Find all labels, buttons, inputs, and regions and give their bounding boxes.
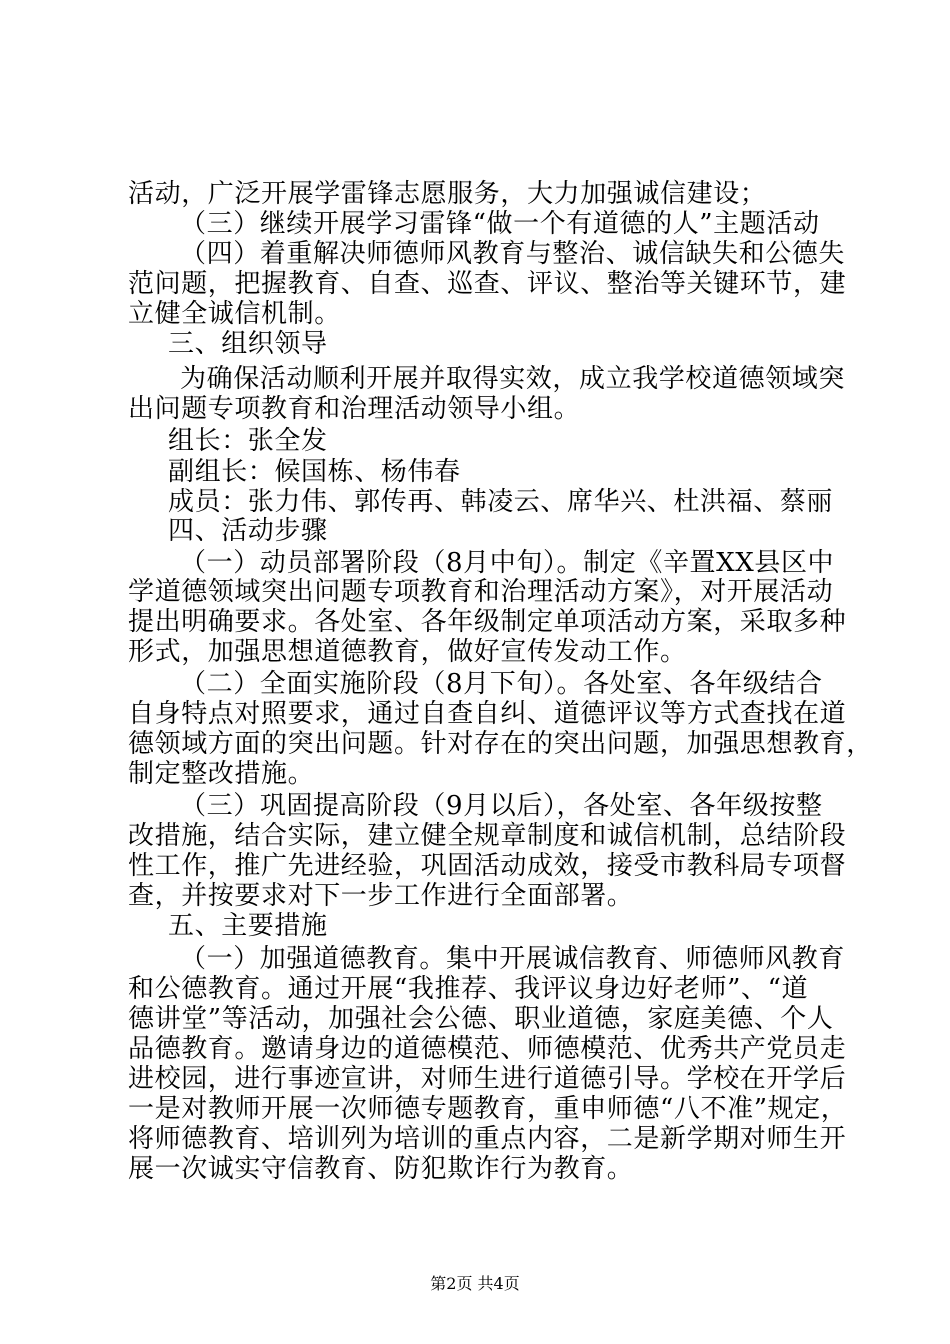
- text-line: （二）全面实施阶段（8月下旬）。各处室、各年级结合: [180, 669, 823, 699]
- section-heading: 四、活动步骤: [168, 516, 328, 546]
- text-line: （三）巩固提高阶段（9月以后），各处室、各年级按整: [180, 791, 823, 821]
- text-line: 性工作，推广先进经验，巩固活动成效，接受市教科局专项督: [128, 851, 847, 881]
- section-heading: 五、主要措施: [168, 911, 328, 941]
- text-line: 形式，加强思想道德教育，做好宣传发动工作。: [128, 637, 687, 667]
- text-line: 组长：张全发: [168, 426, 328, 456]
- text-line: 进校园，进行事迹宣讲，对师生进行道德引导。学校在开学后: [128, 1064, 847, 1094]
- text-line: 查，并按要求对下一步工作进行全面部署。: [128, 881, 634, 911]
- text-line: （一）加强道德教育。集中开展诚信教育、师德师风教育: [180, 944, 846, 974]
- text-line: 将师德教育、培训列为培训的重点内容，二是新学期对师生开: [128, 1124, 847, 1154]
- text-line: 学道德领域突出问题专项教育和治理活动方案》，对开展活动: [128, 577, 834, 607]
- text-line: 活动，广泛开展学雷锋志愿服务，大力加强诚信建设；: [128, 179, 767, 209]
- text-line: 一是对教师开展一次师德专题教育，重申师德“八不准”规定，: [128, 1094, 848, 1124]
- text-line: 范问题，把握教育、自查、巡查、评议、整治等关键环节，建: [128, 269, 847, 299]
- text-line: 展一次诚实守信教育、防犯欺诈行为教育。: [128, 1154, 634, 1184]
- section-heading: 三、组织领导: [168, 329, 328, 359]
- text-line: 立健全诚信机制。: [128, 299, 341, 329]
- text-line: （一）动员部署阶段（8月中旬）。制定《辛置XX县区中: [180, 548, 835, 578]
- page-number-footer: 第2页 共4页: [430, 1274, 520, 1293]
- text-line: 副组长：候国栋、杨伟春: [168, 457, 461, 487]
- text-line: 成员：张力伟、郭传再、韩凌云、席华兴、杜洪福、蔡丽: [168, 487, 834, 517]
- text-line: 制定整改措施。: [128, 759, 315, 789]
- text-line: 为确保活动顺利开展并取得实效，成立我学校道德领域突: [180, 364, 846, 394]
- text-line: 改措施，结合实际，建立健全规章制度和诚信机制，总结阶段: [128, 821, 847, 851]
- text-line: （三）继续开展学习雷锋“做一个有道德的人”主题活动: [180, 209, 820, 239]
- text-line: 提出明确要求。各处室、各年级制定单项活动方案，采取多种: [128, 607, 847, 637]
- text-line: 品德教育。邀请身边的道德模范、师德模范、优秀共产党员走: [128, 1034, 847, 1064]
- text-line: 和公德教育。通过开展“我推荐、我评议身边好老师”、“道: [128, 974, 809, 1004]
- text-line: 德领域方面的突出问题。针对存在的突出问题，加强思想教育，: [128, 729, 873, 759]
- text-line: 自身特点对照要求，通过自查自纠、道德评议等方式查找在道: [128, 699, 847, 729]
- text-line: （四）着重解决师德师风教育与整治、诚信缺失和公德失: [180, 239, 846, 269]
- text-line: 出问题专项教育和治理活动领导小组。: [128, 394, 581, 424]
- text-line: 德讲堂”等活动，加强社会公德、职业道德，家庭美德、个人: [128, 1004, 834, 1034]
